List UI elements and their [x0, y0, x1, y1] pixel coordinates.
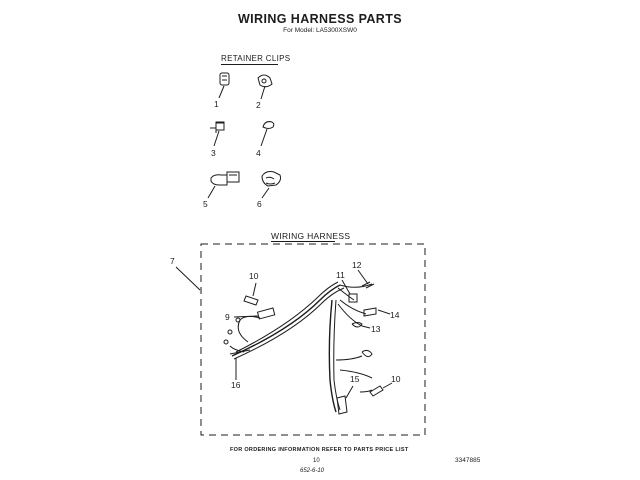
clip-callout-6: 6 [257, 199, 262, 209]
handwritten-code: 652-6-10 [300, 468, 325, 474]
harness-callout-9: 9 [225, 312, 230, 322]
harness-callout-16: 16 [231, 380, 241, 390]
harness-callout-15: 15 [350, 374, 360, 384]
wiring-harness-icon [224, 270, 392, 414]
ordering-information-note: FOR ORDERING INFORMATION REFER TO PARTS PRICE LIST [230, 447, 409, 453]
document-number: 3347885 [455, 457, 481, 464]
harness-callout-12: 12 [352, 260, 362, 270]
clip-callout-5: 5 [203, 199, 208, 209]
wiring-harness-heading: WIRING HARNESS [271, 231, 351, 241]
harness-callout-13: 13 [371, 324, 381, 334]
harness-callout-14: 14 [390, 310, 400, 320]
harness-callout-10-bottom: 10 [391, 374, 401, 384]
page-title: WIRING HARNESS PARTS [237, 12, 403, 26]
model-subtitle: For Model: LA5300XSW0 [283, 27, 357, 34]
harness-callout-10-top: 10 [249, 271, 259, 281]
clip-callout-4: 4 [256, 148, 261, 158]
harness-callout-7: 7 [170, 256, 175, 266]
retainer-clips-heading: RETAINER CLIPS [221, 54, 291, 63]
harness-callout-11: 11 [336, 270, 345, 280]
harness-leader-7 [176, 267, 200, 290]
harness-outline-box [201, 244, 425, 435]
page-number: 10 [313, 458, 320, 464]
clip-callout-2: 2 [256, 100, 261, 110]
clip-callout-1: 1 [214, 99, 219, 109]
clip-callout-3: 3 [211, 148, 216, 158]
